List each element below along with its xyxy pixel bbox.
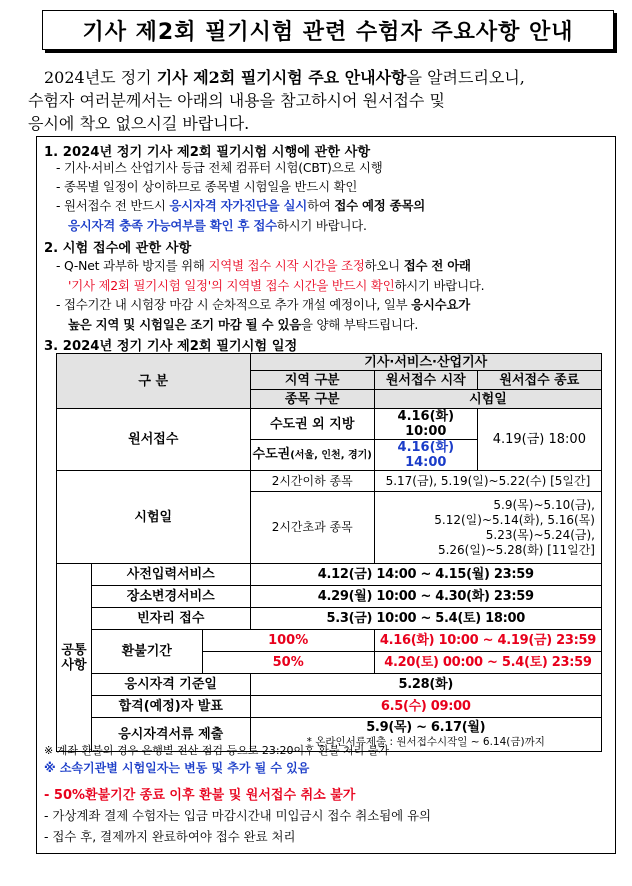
note-5: - 접수 후, 결제까지 완료하여야 접수 완료 처리 — [44, 829, 296, 844]
common-label — [57, 564, 92, 752]
pre-input-label: 사전입력서비스 — [91, 564, 250, 586]
intro-paragraph — [28, 66, 616, 135]
venue-change-label: 장소변경서비스 — [91, 586, 250, 608]
exam-day-label: 시험일 — [57, 471, 251, 564]
vacancy-label: 빈자리 접수 — [91, 608, 250, 630]
region-2-time: 4.16(화) 14:00 — [374, 440, 477, 471]
region-2-small: (서울, 인천, 경기) — [290, 450, 372, 461]
s1-item3-blue: 응시자격 자가진단을 실시 — [169, 198, 308, 213]
application-label: 원서접수 — [57, 409, 251, 471]
result-value: 6.5(수) 09:00 — [250, 696, 601, 718]
note-3: - 50%환불기간 종료 이후 환불 및 원서접수 취소 불가 — [44, 788, 356, 803]
short-subject: 2시간이하 종목 — [250, 471, 374, 492]
s1-item3-text-f: 하시기 바랍니다. — [276, 218, 367, 233]
s2-item1-text-c: 하오니 — [364, 258, 404, 273]
intro-line-2: 수험자 여러분께서는 아래의 내용을 참고하시어 원서접수 및 — [28, 91, 445, 110]
s2-item1-bold: 접수 전 아래 — [403, 258, 471, 273]
section-2-heading: 2. 시험 접수에 관한 사항 — [44, 241, 192, 256]
refund-label: 환불기간 — [91, 630, 202, 674]
refund-100-value: 4.16(화) 10:00 ~ 4.19(금) 23:59 — [374, 630, 601, 652]
note-1: ※ 계좌 환불의 경우 은행별 전산 점검 등으로 23:20이후 환불 처리 불가 — [44, 744, 390, 757]
intro-text-2: 을 알려드리오니, — [406, 68, 525, 87]
intro-line-3: 응시에 착오 없으시길 바랍니다. — [28, 114, 250, 133]
refund-100-label: 100% — [202, 630, 374, 652]
short-dates: 5.17(금), 5.19(일)~5.22(수) [5일간] — [374, 471, 601, 492]
region-header: 지역 구분 — [250, 371, 374, 390]
vacancy-value: 5.3(금) 10:00 ~ 5.4(토) 18:00 — [250, 608, 601, 630]
region-2 — [250, 440, 374, 471]
docs-label: 응시자격서류 제출 — [91, 718, 250, 752]
long-dates-line-2: 5.12(일)~5.14(화), 5.16(목) — [434, 512, 595, 527]
exam-schedule-table — [56, 353, 602, 752]
apply-end-value: 4.19(금) 18:00 — [477, 409, 601, 471]
s1-item3-text-c: 하여 — [307, 198, 335, 213]
s1-item3-text-a: - 원서접수 전 반드시 — [56, 198, 170, 213]
docs-note: * 온라인서류제출 : 원서접수시작일 ~ 6.14(금)까지 — [306, 735, 545, 748]
s2-item2-bold: 응시수요가 — [411, 297, 470, 312]
section-1-item-1: - 기사·서비스 산업기사 등급 전체 컴퓨터 시험(CBT)으로 시행 — [56, 160, 383, 175]
qualify-date-value: 5.28(화) — [250, 674, 601, 696]
section-2-item-2 — [56, 295, 604, 335]
s2-item2-text-d: 을 양해 부탁드립니다. — [301, 317, 419, 332]
section-1-item-3 — [56, 196, 604, 236]
col-group-header: 기사·서비스·산업기사 — [250, 354, 601, 371]
qualify-date-label: 응시자격 기준일 — [91, 674, 250, 696]
division-header: 구 분 — [57, 354, 251, 409]
venue-change-value: 4.29(월) 10:00 ~ 4.30(화) 23:59 — [250, 586, 601, 608]
intro-line-1 — [28, 66, 616, 89]
pre-input-value: 4.12(금) 14:00 ~ 4.15(월) 23:59 — [250, 564, 601, 586]
intro-text-1: 2024년도 정기 — [44, 68, 157, 87]
section-1-item-2: - 종목별 일정이 상이하므로 종목별 시험일을 반드시 확인 — [56, 179, 358, 194]
page-title-text: 기사 제2회 필기시험 관련 수험자 주요사항 안내 — [82, 19, 574, 45]
section-1-heading: 1. 2024년 정기 기사 제2회 필기시험 시행에 관한 사항 — [44, 145, 371, 160]
long-dates-line-1: 5.9(목)~5.10(금), — [493, 497, 595, 512]
region-1: 수도권 외 지방 — [250, 409, 374, 440]
region-2-name: 수도권 — [252, 447, 291, 462]
s2-item2-text-a: - 접수기간 내 시험장 마감 시 순차적으로 추가 개설 예정이나, 일부 — [56, 297, 412, 312]
s2-item1-red: 지역별 접수 시작 시간을 조정 — [208, 258, 365, 273]
s2-item2-bold-2: 높은 지역 및 시험일은 조기 마감 될 수 있음 — [68, 317, 301, 332]
section-3-heading: 3. 2024년 정기 기사 제2회 필기시험 일정 — [44, 339, 298, 354]
apply-end-header: 원서접수 종료 — [477, 371, 601, 390]
s2-item1-text-a: - Q-Net 과부하 방지를 위해 — [56, 258, 209, 273]
page-title — [42, 10, 614, 50]
region-1-time: 4.16(화) 10:00 — [374, 409, 477, 440]
docs-value: 5.9(목) ~ 6.17(월) — [366, 719, 486, 735]
subject-header: 종목 구분 — [250, 390, 374, 409]
refund-50-value: 4.20(토) 00:00 ~ 5.4(토) 23:59 — [374, 652, 601, 674]
intro-bold-text: 기사 제2회 필기시험 주요 안내사항 — [156, 68, 407, 87]
s1-item3-bold: 접수 예정 종목의 — [334, 198, 425, 213]
long-subject: 2시간초과 종목 — [250, 492, 374, 564]
s1-item3-blue-2: 응시자격 충족 가능여부를 확인 후 접수 — [68, 218, 277, 233]
long-dates-line-3: 5.23(목)~5.24(금), — [485, 527, 595, 542]
exam-day-header: 시험일 — [374, 390, 601, 409]
s2-item1-text-f: 하시기 바랍니다. — [394, 278, 485, 293]
long-dates-line-4: 5.26(일)~5.28(화) [11일간] — [437, 542, 595, 557]
section-2-item-1 — [56, 256, 604, 296]
s2-item1-red-2: '기사 제2회 필기시험 일정'의 지역별 접수 시간을 반드시 확인 — [68, 278, 395, 293]
apply-start-header: 원서접수 시작 — [374, 371, 477, 390]
refund-50-label: 50% — [202, 652, 374, 674]
note-4: - 가상계좌 결제 수험자는 입금 마감시간내 미입금시 접수 취소됨에 유의 — [44, 808, 432, 823]
note-2: ※ 소속기관별 시험일자는 변동 및 추가 될 수 있음 — [44, 761, 310, 775]
common-label-1: 공통 — [61, 642, 87, 658]
long-dates — [374, 492, 601, 564]
common-label-2: 사항 — [61, 657, 87, 673]
result-label: 합격(예정)자 발표 — [91, 696, 250, 718]
